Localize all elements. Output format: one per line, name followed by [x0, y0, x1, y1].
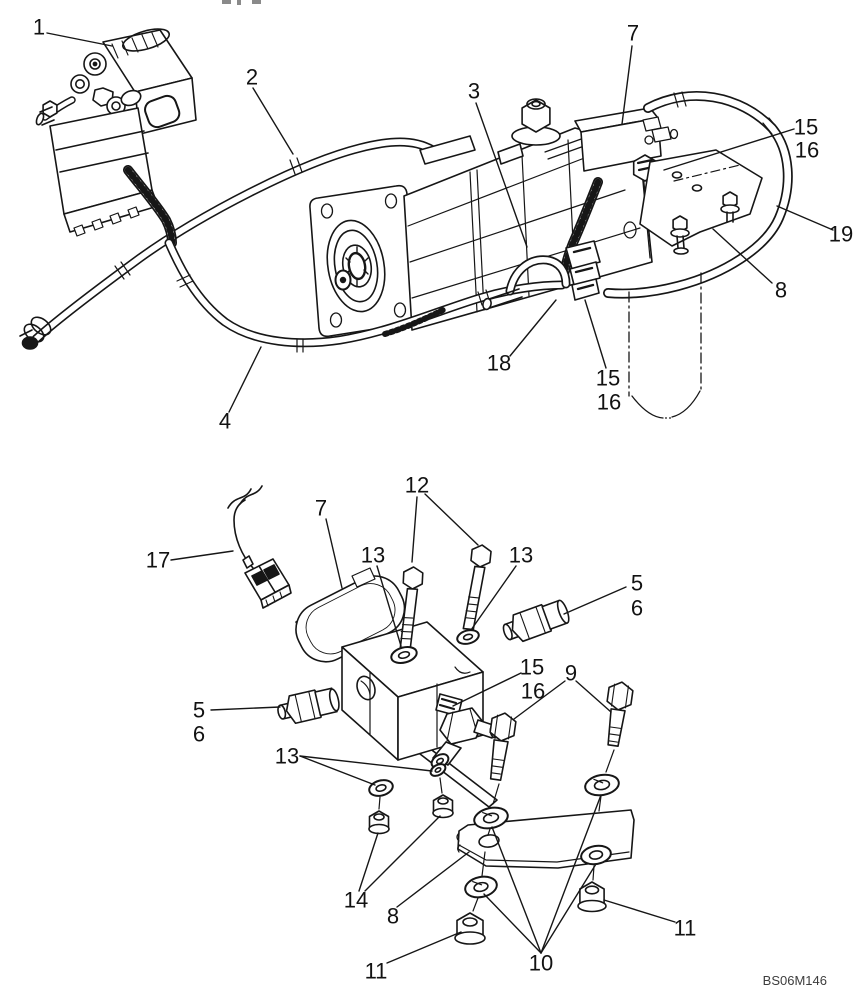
wire-connector — [228, 486, 291, 608]
callout-label: 7 — [314, 495, 328, 521]
nut — [369, 811, 389, 834]
callout-label: 14 — [343, 887, 369, 913]
callout-label: 2 — [245, 64, 259, 90]
callout-label: 4 — [218, 408, 232, 434]
callout-label: 15 — [519, 654, 545, 680]
mounting-plate — [640, 150, 762, 254]
callout-label: 5 — [192, 697, 206, 723]
callout-label: 13 — [360, 542, 386, 568]
bolt — [484, 711, 517, 781]
top-hex-fitting — [512, 99, 560, 145]
callout-label: 11 — [673, 915, 697, 941]
callout-label: 15 — [595, 365, 621, 391]
washer — [463, 874, 498, 900]
block-fittings — [643, 117, 678, 144]
callout-label: 1 — [32, 14, 46, 40]
washer — [367, 778, 394, 799]
hose-clamp — [566, 241, 600, 300]
callout-label: 18 — [486, 350, 512, 376]
nut — [455, 913, 485, 944]
callout-label: 3 — [467, 78, 481, 104]
callout-label: 6 — [192, 721, 206, 747]
callout-label: 16 — [596, 389, 622, 415]
hydraulic-fitting — [275, 685, 341, 726]
bolt — [601, 680, 634, 747]
steering-motor-assembly — [35, 25, 196, 243]
callout-label: 6 — [630, 595, 644, 621]
callout-label: 8 — [774, 277, 788, 303]
callout-label: 13 — [508, 542, 534, 568]
callout-label: 9 — [564, 660, 578, 686]
bolt — [463, 544, 491, 631]
top-figure — [20, 25, 833, 419]
callout-label: 15 — [793, 114, 819, 140]
callout-label: 10 — [528, 950, 554, 976]
callout-label: 19 — [828, 221, 854, 247]
callout-label: 7 — [626, 20, 640, 46]
callout-label: 16 — [794, 137, 820, 163]
nut — [433, 795, 453, 818]
callout-label: 8 — [386, 903, 400, 929]
bottom-figure — [171, 486, 675, 963]
callout-label: 13 — [274, 743, 300, 769]
drawing-code: BS06M146 — [762, 973, 827, 988]
washer — [456, 628, 481, 646]
callout-label: 12 — [404, 472, 430, 498]
hydraulic-fitting — [500, 597, 572, 646]
washer — [584, 772, 621, 798]
callout-label: 11 — [364, 958, 388, 984]
plate-bolt — [671, 216, 689, 254]
callout-label: 16 — [520, 678, 546, 704]
page-edge-artifacts — [222, 0, 261, 5]
callout-label: 17 — [145, 547, 171, 573]
callout-label: 5 — [630, 570, 644, 596]
